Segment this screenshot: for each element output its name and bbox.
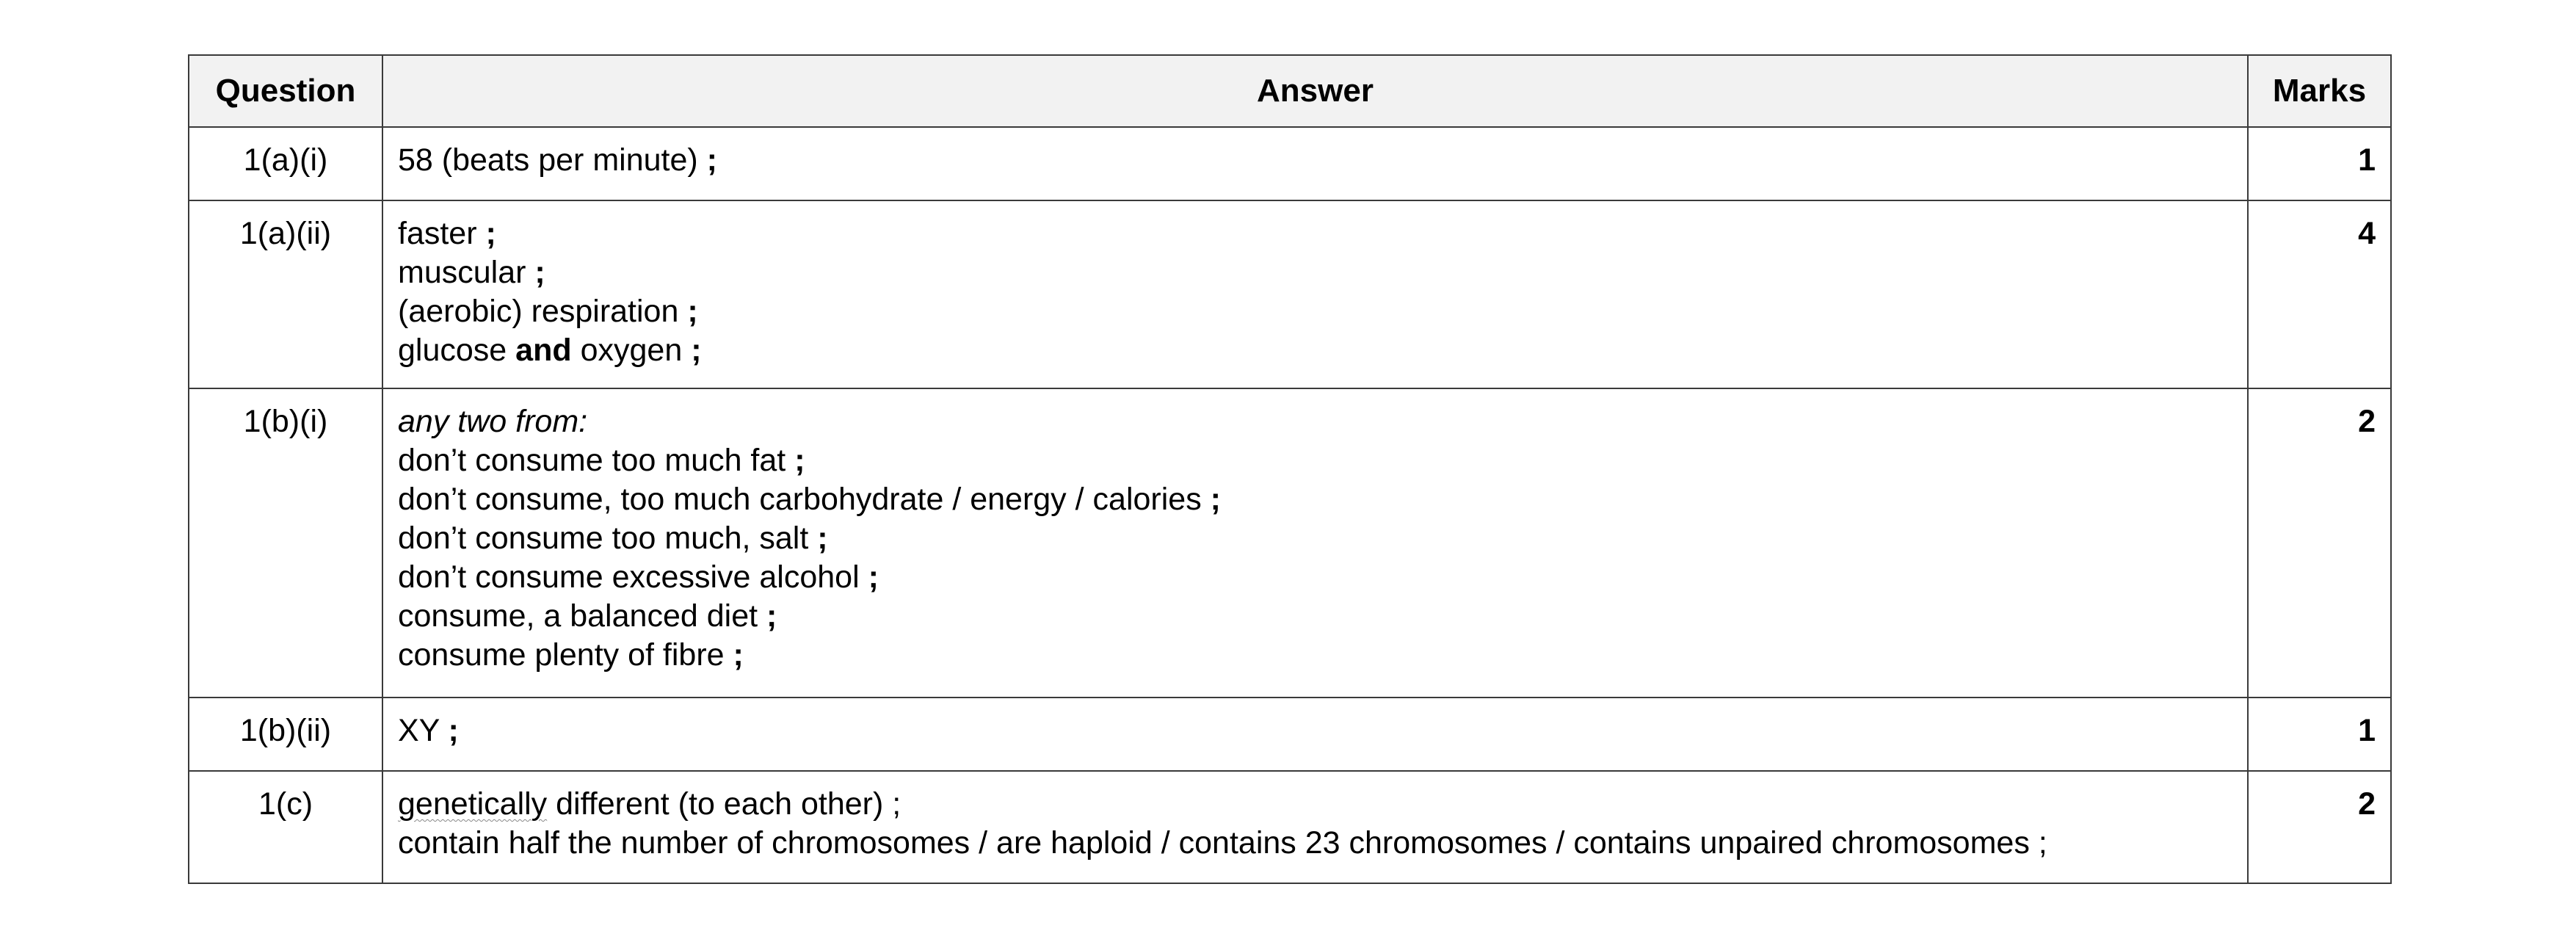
answer-line: [398, 558, 2232, 597]
table-row: [189, 388, 2391, 698]
answer-line: [398, 441, 2232, 480]
answer-text: XY: [398, 713, 440, 748]
answer-text: don’t consume too much fat: [398, 443, 786, 478]
mark-point-separator: ;: [794, 443, 805, 478]
header-row: [189, 55, 2391, 127]
question-number: 1(a)(i): [189, 127, 382, 200]
answer-instruction: any two from:: [398, 404, 588, 439]
mark-point-separator: ;: [733, 637, 744, 673]
table-row: [189, 200, 2391, 388]
marks-value: 2: [2248, 388, 2391, 698]
mark-point-separator: ;: [687, 294, 698, 329]
answer-cell: [382, 388, 2248, 698]
answer-text: don’t consume, too much carbohydrate / energy / calories: [398, 482, 1202, 517]
table-row: [189, 698, 2391, 771]
question-number: 1(a)(ii): [189, 200, 382, 388]
answer-line: [398, 519, 2232, 558]
answer-text: 58 (beats per minute): [398, 142, 698, 178]
answer-cell: [382, 200, 2248, 388]
answer-text: (aerobic) respiration: [398, 294, 679, 329]
answer-text: consume, a balanced diet: [398, 598, 758, 634]
answer-text: muscular: [398, 255, 526, 290]
answer-line: [398, 597, 2232, 636]
mark-point-separator: ;: [868, 559, 879, 595]
spellcheck-flagged-word: genetically: [398, 786, 548, 822]
mark-point-separator: ;: [817, 521, 828, 556]
answer-line: [398, 292, 2232, 331]
answer-text: contain half the number of chromosomes / are haploid / contains 23 chromosomes / contains unpaired chromosomes ;: [398, 825, 2047, 861]
marks-value: 4: [2248, 200, 2391, 388]
table-row: [189, 127, 2391, 200]
mark-point-separator: ;: [448, 713, 459, 748]
question-number: 1(b)(ii): [189, 698, 382, 771]
mark-point-separator: ;: [766, 598, 777, 634]
mark-point-separator: ;: [534, 255, 545, 290]
answer-cell: [382, 771, 2248, 883]
answer-line: [398, 253, 2232, 292]
answer-emphasis: and: [515, 333, 572, 368]
answer-line: [398, 331, 2232, 370]
answer-line: [398, 141, 2232, 180]
marks-value: 1: [2248, 698, 2391, 771]
question-column-header: Question: [189, 55, 382, 127]
marks-column-header: Marks: [2248, 55, 2391, 127]
answer-text: oxygen: [580, 333, 683, 368]
answer-text: faster: [398, 216, 477, 251]
marks-value: 2: [2248, 771, 2391, 883]
answer-line: [398, 824, 2232, 863]
answer-text: don’t consume too much, salt: [398, 521, 809, 556]
answer-column-header: Answer: [382, 55, 2248, 127]
answer-text: consume plenty of fibre: [398, 637, 725, 673]
answer-text: don’t consume excessive alcohol: [398, 559, 860, 595]
answer-text: different (to each other) ;: [547, 786, 901, 822]
answer-text: glucose: [398, 333, 507, 368]
mark-point-separator: ;: [691, 333, 702, 368]
mark-point-separator: ;: [706, 142, 717, 178]
answer-cell: [382, 127, 2248, 200]
answer-line: [398, 711, 2232, 750]
table-row: [189, 771, 2391, 883]
answer-line: [398, 214, 2232, 253]
answer-line: [398, 636, 2232, 675]
answer-cell: [382, 698, 2248, 771]
marks-value: 1: [2248, 127, 2391, 200]
question-number: 1(b)(i): [189, 388, 382, 698]
mark-point-separator: ;: [1210, 482, 1221, 517]
answer-line: [398, 480, 2232, 519]
answer-line: [398, 785, 2232, 824]
mark-scheme-table: [188, 54, 2392, 884]
mark-point-separator: ;: [485, 216, 496, 251]
question-number: 1(c): [189, 771, 382, 883]
